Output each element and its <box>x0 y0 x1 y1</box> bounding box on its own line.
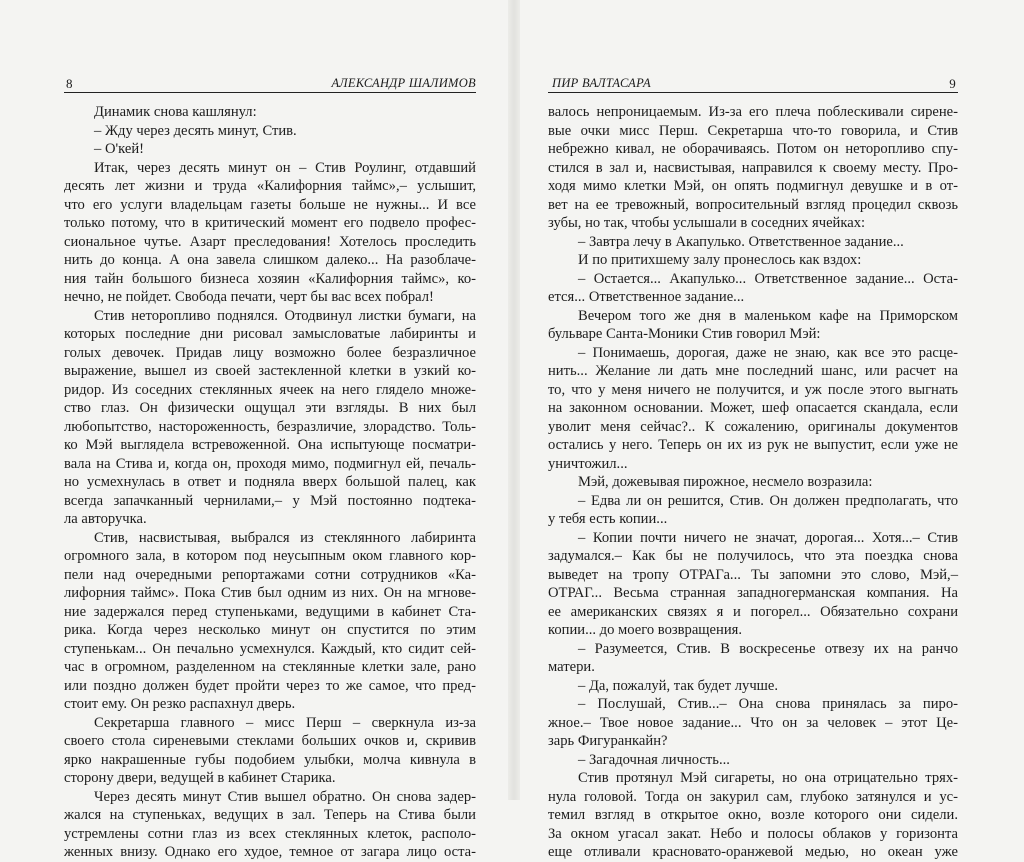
text-line: или поздно должен будет пройти через то же самое, что пред- <box>64 677 476 694</box>
text-line: бульваре Санта-Моники Стив говорил Мэй: <box>548 326 821 342</box>
text-line: ко Мэй выглядела встревоженной. Она испытующе посматри- <box>64 437 476 453</box>
left-page <box>64 74 476 862</box>
text-line: ство глаз. Он физически ощущал эти взгляды. В них был <box>64 400 476 416</box>
text-line: Стив неторопливо поднялся. Отодвинул листки бумаги, на <box>94 307 476 324</box>
left-page-number: 8 <box>66 76 73 91</box>
text-line: еще отливали красновато-оранжевой медью, но океан уже <box>548 844 958 860</box>
text-line: зубы, но так, чтобы услышали в соседних ячейках: <box>548 215 866 231</box>
text-line: стился в зал и, насвистывая, направился к своему месту. Про- <box>548 159 958 176</box>
text-line: у тебя есть копии... <box>548 511 668 527</box>
text-line: лифорния таймс». Пока Стив был одним из них. Он на мгнове- <box>64 585 476 601</box>
text-line: остались у него. Теперь он их из рук не выпустит, если уже не <box>548 437 958 453</box>
text-line: всегда запачканный чернилами,– у Мэй постоянно подтека- <box>64 492 476 509</box>
text-line: огромного зала, в котором под неусыпным оком главного кор- <box>64 548 476 564</box>
text-line: женных внизу. Однако его худое, темное от загара лицо оста- <box>64 844 476 860</box>
text-line: но усмехнулась в ответ и подняла вверх большой палец, как <box>64 474 476 490</box>
text-line: зарь Фигуранкайн? <box>548 733 668 749</box>
text-line: устремлены сотни глаз из всех стеклянных клеток, располо- <box>64 825 476 842</box>
text-line: Вечером того же дня в маленьком кафе на Приморском <box>578 307 958 324</box>
text-line: вет на ее тревожный, вопросительный взгляд процедил сквозь <box>548 196 958 213</box>
text-line: Через десять минут Стив вышел обратно. Он снова задер- <box>94 788 476 805</box>
text-line: За окном угасал закат. Небо и полосы облаков у горизонта <box>548 825 958 842</box>
text-line: сторону двери, ведущей в кабинет Старика. <box>64 770 336 786</box>
text-line: – Копии почти ничего не значат, дорогая... Хотя...– Стив <box>578 529 958 546</box>
text-line: выведет на тропу ОТРАГа... Ты запомни это слово, Мэй,– <box>548 566 958 583</box>
text-line: – Остается... Акапулько... Ответственное задание... Оста- <box>578 270 958 287</box>
text-line: нечно, не пойдет. Свобода печати, черт бы вас всех побрал! <box>64 289 434 305</box>
text-line: час в огромном, разделенном на стеклянные клетки зале, рано <box>64 659 476 675</box>
text-line: – Послушай, Стив...– Она снова принялась за пиро- <box>578 696 958 712</box>
text-line: вала на Стива и, когда он, проходя мимо, подмигнул ей, печаль- <box>64 455 476 472</box>
text-line: Стив, насвистывая, выбрался из стеклянного лабиринта <box>94 529 476 546</box>
right-running-head: ПИР ВАЛТАСАРА <box>552 76 651 90</box>
right-page-number: 9 <box>949 76 956 91</box>
text-line: – Разумеется, Стив. В воскресенье отвезу их на ранчо <box>578 640 958 657</box>
text-line: – Загадочная личность... <box>578 751 730 768</box>
text-line: – Едва ли он решится, Стив. Он должен предполагать, что <box>578 492 958 509</box>
text-line: ОТРАГ... Весьма странная западногерманская компания. На <box>548 585 958 601</box>
text-line: на законном основании. Может, шеф опасается скандала, если <box>548 400 958 416</box>
text-line: стоит ему. Он резко распахнул дверь. <box>64 696 296 712</box>
text-line: ее американских связях я и погорел... Обязательно сохрани <box>548 603 958 620</box>
left-page-text <box>64 103 476 862</box>
text-line: уволит меня сейчас?.. К сожалению, оригиналы документов <box>548 418 958 435</box>
text-line: вые очки мисс Перш. Секретарша что-то говорила, и Стив <box>548 122 958 139</box>
text-line: Итак, через десять минут он – Стив Роулинг, отдавший <box>94 159 476 176</box>
text-line: пели над очередными репортажами сотни сотрудников «Ка- <box>64 566 476 583</box>
text-line: задумался.– Как бы не получилось, что эта поездка снова <box>548 548 958 564</box>
text-line: нить до конца. А она завела слишком далеко... На разоблаче- <box>64 252 476 268</box>
text-line: – О'кей! <box>94 141 144 157</box>
text-line: жался на ступеньках, ведущих в зал. Теперь на Стива были <box>64 807 476 823</box>
text-line: ние задержался перед ступеньками, ведущими в кабинет Ста- <box>64 603 476 620</box>
text-line: валось непроницаемым. Из-за его плеча поблескивали сирене- <box>548 104 958 120</box>
left-page-header <box>64 74 476 93</box>
text-line: выражение, вышел из своей застекленной клетки в узкий ко- <box>64 363 476 379</box>
text-line: Стив протянул Мэй сигареты, но она отрицательно трях- <box>578 770 958 786</box>
text-line: матери. <box>548 659 595 675</box>
text-line: копии... до моего возвращения. <box>548 622 743 638</box>
text-line: ла авторучка. <box>64 511 147 527</box>
text-line: небрежно кивал, не оборачиваясь. Потом он неторопливо спу- <box>548 141 958 157</box>
text-line: Динамик снова кашлянул: <box>94 104 257 120</box>
text-line: уничтожил... <box>548 455 628 472</box>
text-line: – Завтра лечу в Акапулько. Ответственное задание... <box>578 233 904 250</box>
text-line: ярко накрашенные губы подобием улыбки, молча кивнула в <box>64 751 476 768</box>
text-line: голых девочек. Придав лицу возможно более безразличное <box>64 344 476 361</box>
text-line: любопытство, настороженность, безразличие, злорадство. Толь- <box>64 418 476 435</box>
text-line: ходя мимо клетки Мэй, он опять подмигнул девушке и в от- <box>548 178 958 194</box>
text-line: что его услуги владельцам газеты больше не нужны... И все <box>64 196 476 213</box>
text-line: сиональное чутье. Азарт преследования! Хотелось проследить <box>64 233 476 250</box>
text-line: ступенькам... Он печально усмехнулся. Каждый, кто сидит сей- <box>64 640 476 657</box>
text-line: ния тайн большого бизнеса хозяин «Калифорния таймс», ко- <box>64 270 476 287</box>
text-line: которых последние дни рисовал замысловатые лабиринты и <box>64 326 476 342</box>
text-line: – Понимаешь, дорогая, даже не знаю, как все это расце- <box>578 344 958 361</box>
text-line: – Да, пожалуй, так будет лучше. <box>578 677 779 694</box>
text-line: Мэй, дожевывая пирожное, несмело возразила: <box>578 474 873 490</box>
text-line: Секретарша главного – мисс Перш – сверкнула из-за <box>94 714 476 731</box>
right-page-text <box>548 103 958 862</box>
text-line: ется... Ответственное задание... <box>548 289 745 305</box>
text-line: нить... Желание ли дать мне последний шанс, или расчет на <box>548 363 958 379</box>
text-line: И по притихшему залу пронеслось как вздох: <box>578 252 862 268</box>
text-line: своего стола сиреневыми стеклами больших очков и, скривив <box>64 733 476 749</box>
text-line: десять лет жизни и труда «Калифорния таймс»,– услышит, <box>64 178 476 194</box>
right-page-header <box>548 74 958 93</box>
text-line: рика. Когда через несколько минут он спустится по этим <box>64 622 476 638</box>
text-line: жное.– Твое новое задание... Что он за человек – этот Це- <box>548 714 958 731</box>
text-line: то, что у меня ничего не получится, и уж после этого выгнать <box>548 381 958 398</box>
text-line: ридор. Из соседних стеклянных ячеек на него глядело множе- <box>64 381 476 398</box>
text-line: только потому, что в критический момент его подвело профес- <box>64 215 476 231</box>
left-running-head: АЛЕКСАНДР ШАЛИМОВ <box>331 76 476 90</box>
text-line: темил взгляд в открытое окно, возле которого они сидели. <box>548 807 958 823</box>
book-gutter <box>508 0 520 800</box>
right-page <box>548 74 958 862</box>
text-line: – Жду через десять минут, Стив. <box>94 122 297 139</box>
text-line: нула головой. Тогда он закурил сам, глубоко затянулся и ус- <box>548 788 958 805</box>
